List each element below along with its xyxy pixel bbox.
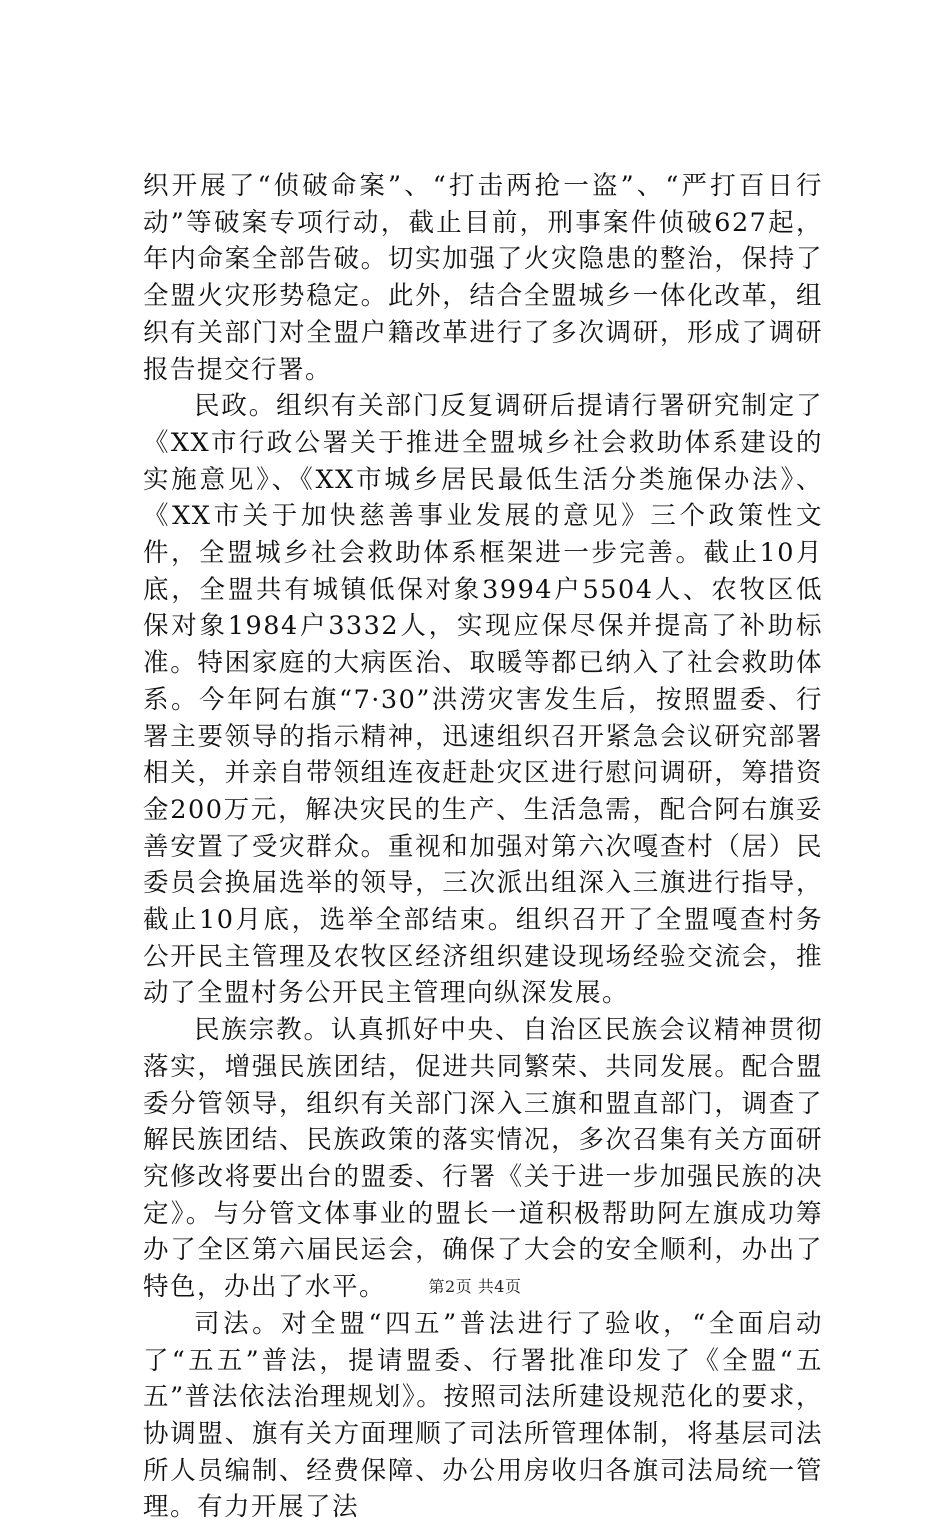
page-number-footer: 第2页 共4页 [428,1277,522,1296]
paragraph-public-security-continued: 织开展了“侦破命案”、“打击两抢一盗”、“严打百日行动”等破案专项行动，截止目前，刑事案件侦破627起，年内命案全部告破。切实加强了火灾隐患的整治，保持了全盟火灾形势稳定。此外，结合全盟城乡一体化改革，组织有关部门对全盟户籍改革进行了多次调研，形成了调研报告提交行署。 [143,171,823,385]
paragraph-ethnic-religious-affairs: 民族宗教。认真抓好中央、自治区民族会议精神贯彻落实，增强民族团结，促进共同繁荣、共同发展。配合盟委分管领导，组织有关部门深入三旗和盟直部门，调查了解民族团结、民族政策的落实情况，多次召集有关方面研究修改将要出台的盟委、行署《关于进一步加强民族的决定》。与分管文体事业的盟长一道积极帮助阿左旗成功筹办了全区第六届民运会，确保了大会的安全顺利，办出了特色，办出了水平。 [143,1015,823,1303]
document-body [143,168,823,1526]
paragraph-judicial-affairs: 司法。对全盟“四五”普法进行了验收，“全面启动了“五五”普法，提请盟委、行署批准印发了《全盟“五五”普法依法治理规划》。按照司法所建设规范化的要求，协调盟、旗有关方面理顺了司法所管理体制，将基层司法所人员编制、经费保障、办公用房收归各旗司法局统一管理。有力开展了法 [143,1308,823,1523]
paragraph-civil-affairs: 民政。组织有关部门反复调研后提请行署研究制定了《XX市行政公署关于推进全盟城乡社会救助体系建设的实施意见》、《XX市城乡居民最低生活分类施保办法》、《XX市关于加快慈善事业发展的意见》三个政策性文件，全盟城乡社会救助体系框架进一步完善。截止10月底，全盟共有城镇低保对象3994户5504人、农牧区低保对象1984户3332人，实现应保尽保并提高了补助标准。特困家庭的大病医治、取暖等都已纳入了社会救助体系。今年阿右旗“7·30”洪涝灾害发生后，按照盟委、行署主要领导的指示精神，迅速组织召开紧急会议研究部署相关，并亲自带领组连夜赶赴灾区进行慰问调研，筹措资金200万元，解决灾民的生产、生活急需，配合阿右旗妥善安置了受灾群众。重视和加强对第六次嘎查村（居）民委员会换届选举的领导，三次派出组深入三旗进行指导，截止10月底，选举全部结束。组织召开了全盟嘎查村务公开民主管理及农牧区经济组织建设现场经验交流会，推动了全盟村务公开民主管理向纵深发展。 [143,391,823,1009]
